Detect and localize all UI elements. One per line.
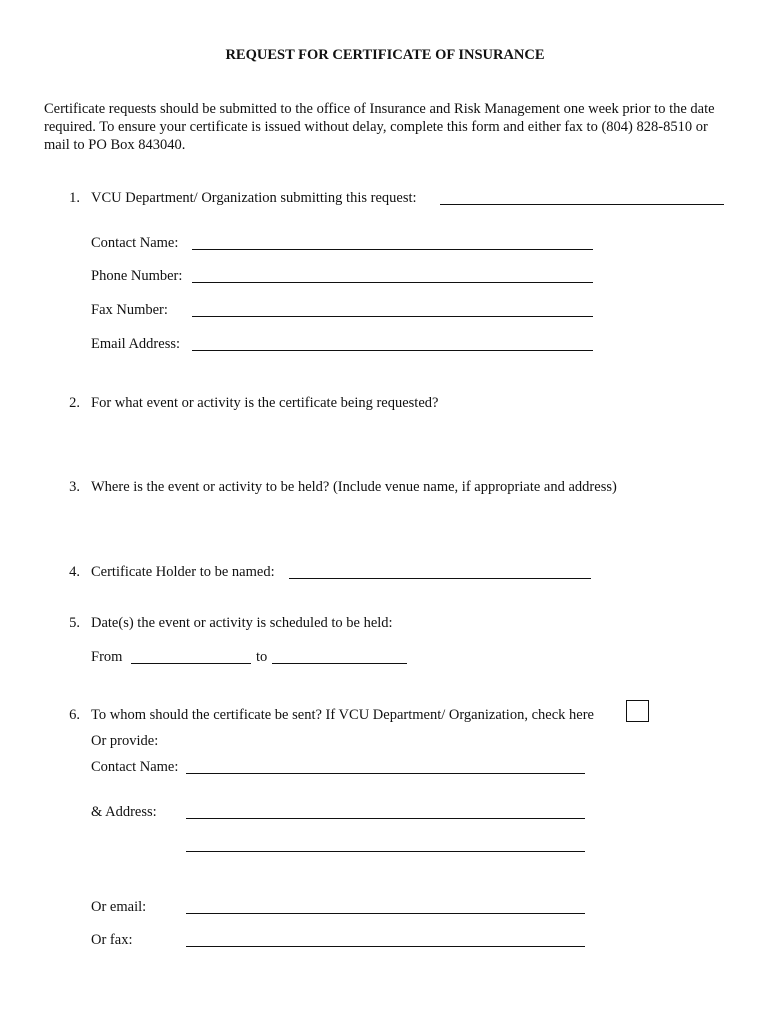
phone-number-input-line[interactable] — [192, 282, 593, 283]
q1-label: VCU Department/ Organization submitting this request: — [91, 190, 417, 206]
recipient-address-input-line-2[interactable] — [186, 851, 585, 852]
q2-label: For what event or activity is the certificate being requested? — [91, 395, 439, 411]
from-label: From — [91, 649, 123, 665]
contact-name-input-line[interactable] — [192, 249, 593, 250]
department-input-line[interactable] — [440, 204, 724, 205]
form-title: REQUEST FOR CERTIFICATE OF INSURANCE — [225, 47, 545, 63]
recipient-address-input-line-1[interactable] — [186, 818, 585, 819]
intro-paragraph: Certificate requests should be submitted to the office of Insurance and Risk Management one week prior to the date required. To ensure your certificate is issued without delay, complete this form and either fax to (804) 828-8510 or mail to PO Box 843040. — [44, 101, 715, 153]
to-date-input-line[interactable] — [272, 663, 407, 664]
contact-name-label: Contact Name: — [91, 235, 179, 251]
to-label: to — [256, 649, 268, 665]
fax-number-input-line[interactable] — [192, 316, 593, 317]
recipient-contact-name-input-line[interactable] — [186, 773, 585, 774]
q2-number: 2. — [69, 395, 80, 411]
recipient-fax-input-line[interactable] — [186, 946, 585, 947]
q3-number: 3. — [69, 479, 80, 495]
email-address-input-line[interactable] — [192, 350, 593, 351]
recipient-email-input-line[interactable] — [186, 913, 585, 914]
or-fax-label: Or fax: — [91, 932, 133, 948]
from-date-input-line[interactable] — [131, 663, 251, 664]
q5-number: 5. — [69, 615, 80, 631]
q6-number: 6. — [69, 707, 80, 723]
q4-number: 4. — [69, 564, 80, 580]
phone-number-label: Phone Number: — [91, 268, 183, 284]
or-provide-label: Or provide: — [91, 733, 159, 749]
q5-label: Date(s) the event or activity is scheduled to be held: — [91, 615, 393, 631]
q4-label: Certificate Holder to be named: — [91, 564, 275, 580]
recipient-contact-name-label: Contact Name: — [91, 759, 179, 775]
q3-label: Where is the event or activity to be held? (Include venue name, if appropriate and address) — [91, 479, 617, 495]
vcu-department-checkbox[interactable] — [626, 700, 649, 722]
q6-label: To whom should the certificate be sent? If VCU Department/ Organization, check here — [91, 707, 594, 723]
certificate-holder-input-line[interactable] — [289, 578, 591, 579]
or-email-label: Or email: — [91, 899, 147, 915]
email-address-label: Email Address: — [91, 336, 181, 352]
recipient-address-label: & Address: — [91, 804, 157, 820]
fax-number-label: Fax Number: — [91, 302, 168, 318]
q1-number: 1. — [69, 190, 80, 206]
